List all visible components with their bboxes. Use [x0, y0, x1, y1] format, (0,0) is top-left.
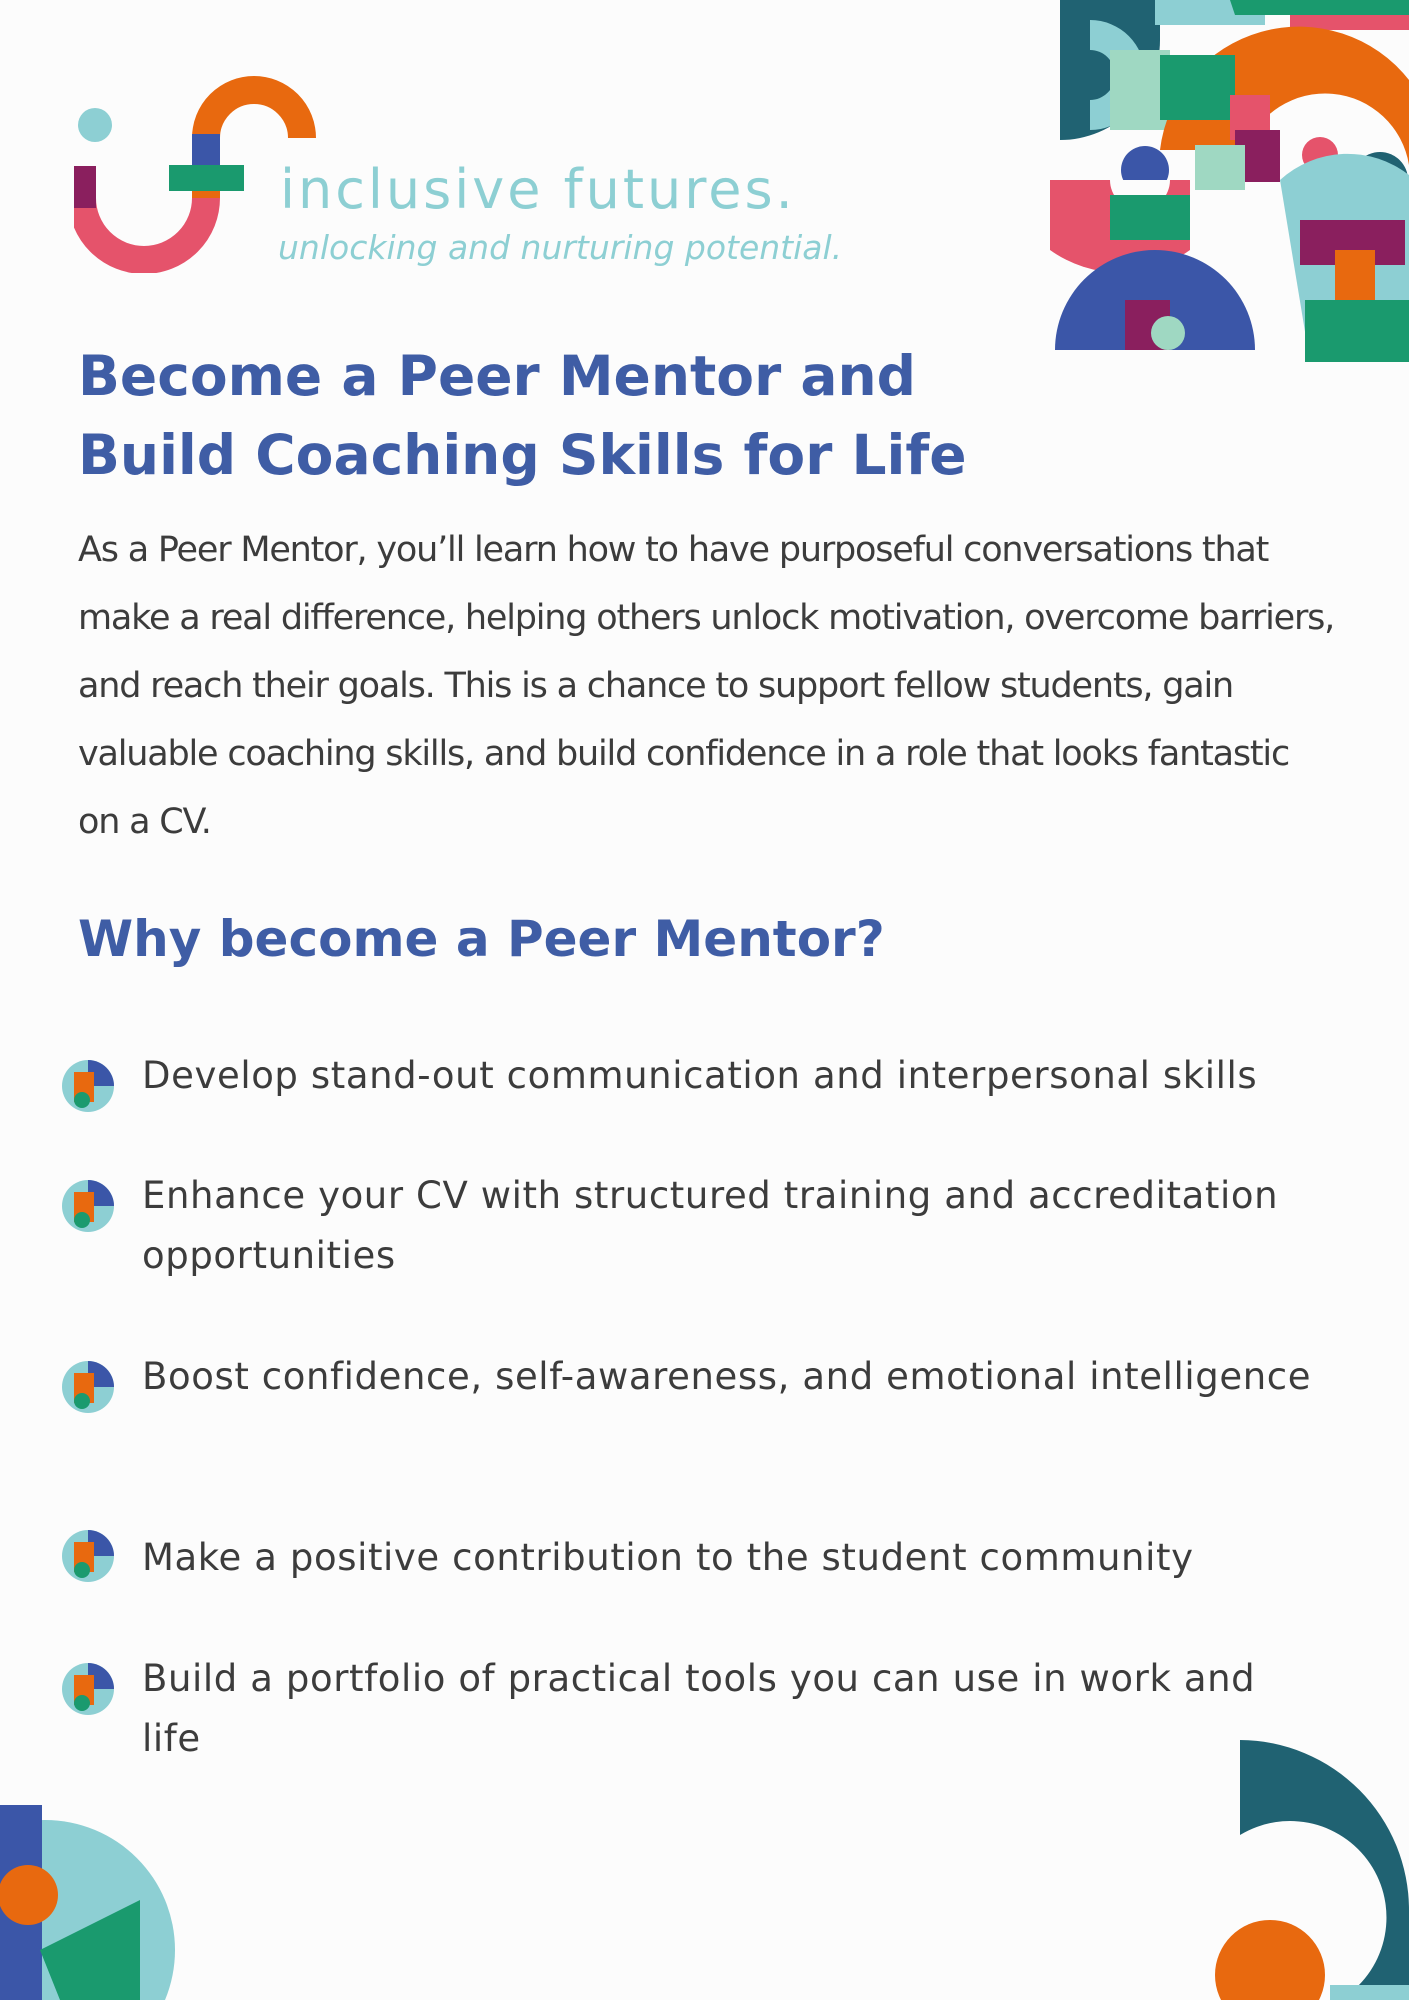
benefit-text: Develop stand-out communication and interpersonal skills [142, 1054, 1258, 1097]
page-title-line-2: Build Coaching Skills for Life [78, 423, 967, 487]
brand-name: inclusive futures. [280, 158, 796, 221]
why-heading: Why become a Peer Mentor? [78, 910, 885, 968]
bullet-shape-icon [60, 1178, 116, 1234]
benefit-text: Build a portfolio of practical tools you can use in work and life [142, 1657, 1256, 1760]
geometric-decoration-bottom-right [1190, 1740, 1409, 2000]
logo-plum-block [74, 166, 96, 208]
geometric-decoration-bottom-left [0, 1790, 190, 2000]
geometric-decoration-top [1050, 0, 1409, 362]
logo-u-shape [82, 140, 206, 260]
bullet-shape-icon [60, 1359, 116, 1415]
logo-dot [78, 108, 112, 142]
logo-green-bar [169, 165, 244, 191]
page-title-line-1: Become a Peer Mentor and [78, 344, 916, 408]
benefit-text: Make a positive contribution to the student community [142, 1536, 1194, 1579]
page-title [78, 337, 1078, 495]
intro-paragraph: As a Peer Mentor, you’ll learn how to have purposeful conversations that make a real difference, helping others unlock motivation, overcome barriers, and reach their goals. This is a chance to support fellow students, gain valuable coaching skills, and build confidence in a role that looks fantastic on a CV. [78, 530, 1335, 842]
benefit-text: Enhance your CV with structured training and accreditation opportunities [142, 1174, 1279, 1277]
benefit-text: Boost confidence, self-awareness, and emotional intelligence [142, 1355, 1312, 1398]
bullet-shape-icon [60, 1058, 116, 1114]
bullet-shape-icon [60, 1661, 116, 1717]
bullet-shape-icon [60, 1528, 116, 1584]
brand-tagline: unlocking and nurturing potential. [278, 228, 843, 267]
